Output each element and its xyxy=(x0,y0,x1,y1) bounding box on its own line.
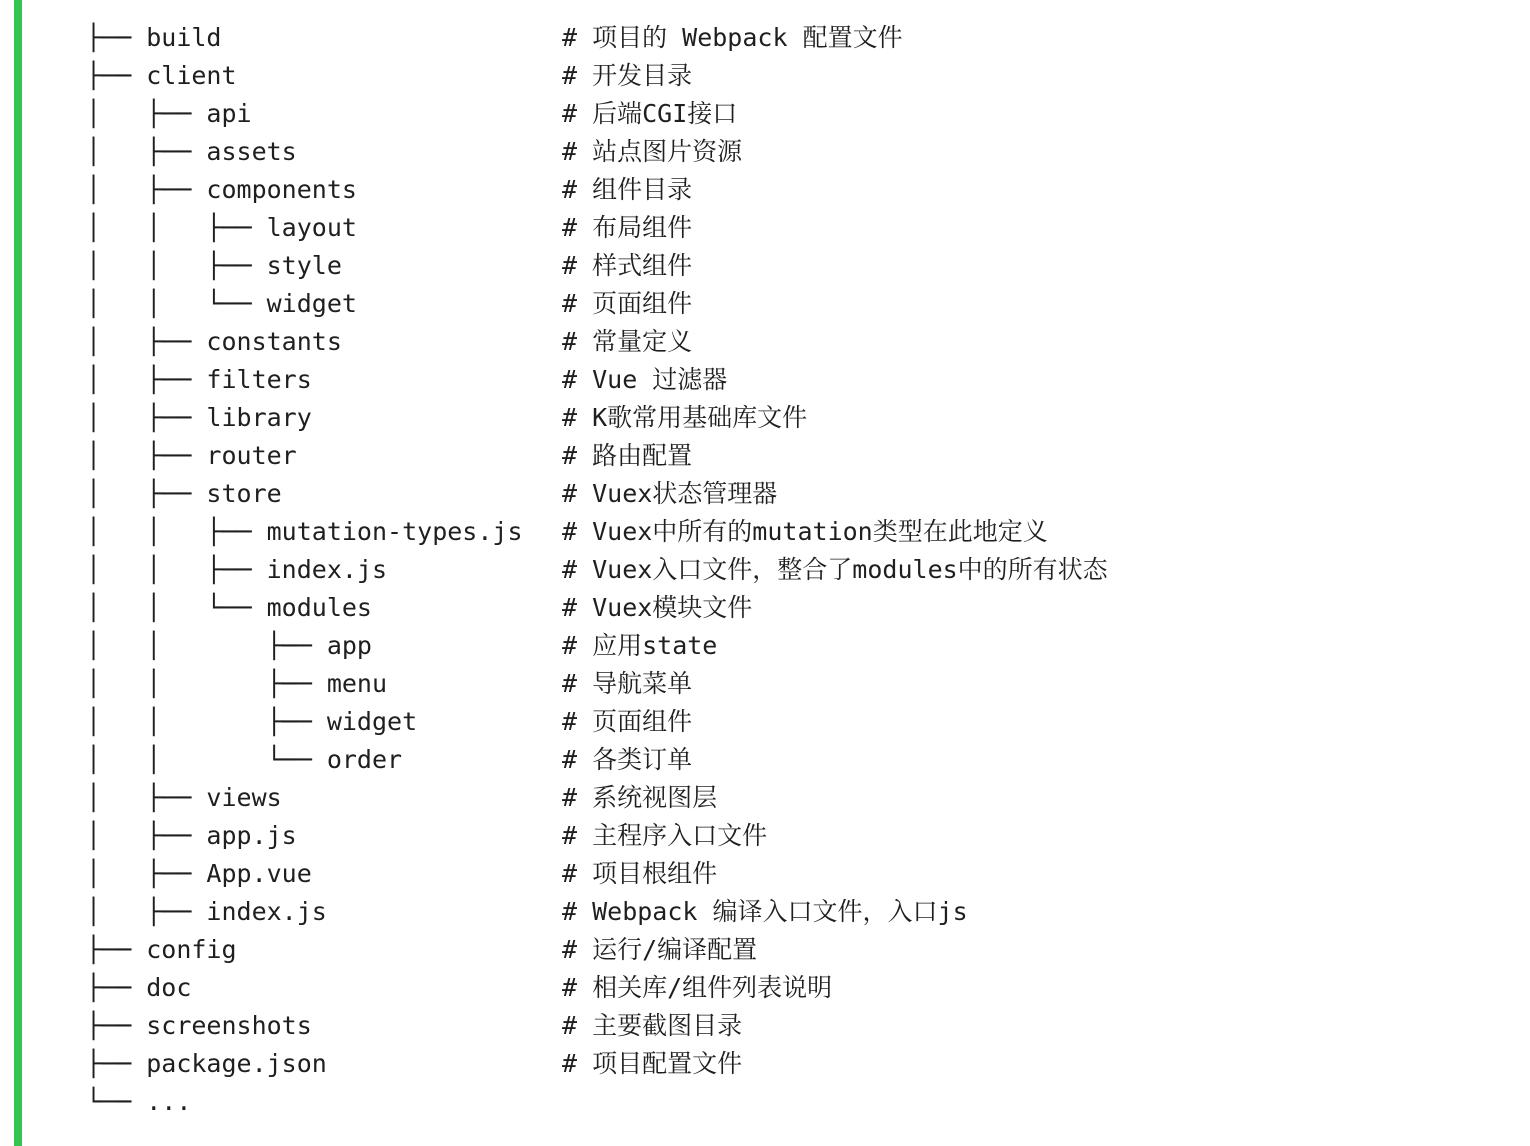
tree-entry-comment: # Vuex模块文件 xyxy=(562,593,753,622)
tree-row xyxy=(86,589,1506,627)
tree-row xyxy=(86,931,1506,969)
tree-branch-lines: ├── xyxy=(86,1011,147,1040)
tree-entry xyxy=(86,779,282,817)
tree-entry xyxy=(86,551,387,589)
tree-branch-lines: │ │ ├── xyxy=(86,707,327,736)
tree-entry xyxy=(86,627,372,665)
tree-row xyxy=(86,1045,1506,1083)
tree-row xyxy=(86,1007,1506,1045)
tree-entry-comment: # 主要截图目录 xyxy=(562,1011,743,1040)
tree-entry-comment: # Vue 过滤器 xyxy=(562,365,728,394)
tree-entry-comment: # 项目配置文件 xyxy=(562,1049,743,1078)
tree-branch-lines: │ ├── xyxy=(86,99,207,128)
tree-entry-name: config xyxy=(146,935,237,964)
tree-branch-lines: ├── xyxy=(86,1049,147,1078)
tree-entry-comment: # 导航菜单 xyxy=(562,669,693,698)
tree-branch-lines: │ ├── xyxy=(86,327,207,356)
tree-entry xyxy=(86,323,342,361)
tree-row xyxy=(86,627,1506,665)
tree-entry xyxy=(86,741,402,779)
tree-row xyxy=(86,513,1506,551)
tree-entry-name: router xyxy=(206,441,297,470)
tree-branch-lines: │ │ ├── xyxy=(86,213,267,242)
tree-entry xyxy=(86,247,342,285)
tree-entry-name: widget xyxy=(326,707,418,736)
tree-entry-comment: # 样式组件 xyxy=(562,251,693,280)
tree-entry-name: api xyxy=(206,99,252,128)
tree-entry-name: menu xyxy=(326,669,388,698)
tree-row xyxy=(86,171,1506,209)
tree-row xyxy=(86,323,1506,361)
tree-branch-lines: ├── xyxy=(86,23,147,52)
tree-branch-lines: │ ├── xyxy=(86,175,207,204)
tree-entry-name: index.js xyxy=(206,897,327,926)
tree-entry xyxy=(86,285,357,323)
tree-entry-comment: # 应用state xyxy=(562,631,718,660)
tree-entry-name: views xyxy=(206,783,282,812)
tree-entry xyxy=(86,1083,191,1121)
tree-entry-name: build xyxy=(146,23,222,52)
tree-entry-name: client xyxy=(146,61,237,90)
tree-entry-comment: # 相关库/组件列表说明 xyxy=(562,973,833,1002)
tree-entry-name: app xyxy=(326,631,372,660)
tree-branch-lines: ├── xyxy=(86,61,147,90)
tree-branch-lines: │ │ ├── xyxy=(86,251,267,280)
tree-entry-name: components xyxy=(206,175,357,204)
directory-tree xyxy=(86,19,1506,1121)
tree-branch-lines: │ ├── xyxy=(86,783,207,812)
tree-row xyxy=(86,285,1506,323)
tree-entry-comment: # Vuex入口文件，整合了modules中的所有状态 xyxy=(562,555,1108,584)
tree-entry xyxy=(86,209,357,247)
tree-branch-lines: │ │ ├── xyxy=(86,669,327,698)
tree-entry xyxy=(86,817,297,855)
tree-entry-comment: # 各类订单 xyxy=(562,745,693,774)
tree-row xyxy=(86,247,1506,285)
tree-entry-name: order xyxy=(326,745,403,774)
tree-entry xyxy=(86,475,282,513)
tree-branch-lines: │ ├── xyxy=(86,897,207,926)
tree-entry xyxy=(86,969,191,1007)
tree-entry-comment: # 项目的 Webpack 配置文件 xyxy=(562,23,903,52)
tree-entry-name: App.vue xyxy=(206,859,312,888)
tree-entry xyxy=(86,133,297,171)
tree-entry xyxy=(86,437,297,475)
tree-entry-comment: # 站点图片资源 xyxy=(562,137,743,166)
tree-row xyxy=(86,969,1506,1007)
tree-entry-name: style xyxy=(266,251,342,280)
tree-entry xyxy=(86,665,387,703)
tree-row xyxy=(86,703,1506,741)
tree-entry-comment: # 后端CGI接口 xyxy=(562,99,738,128)
tree-row xyxy=(86,399,1506,437)
tree-entry xyxy=(86,399,312,437)
tree-branch-lines: │ ├── xyxy=(86,859,207,888)
tree-entry-name: constants xyxy=(206,327,342,356)
tree-entry-comment: # 组件目录 xyxy=(562,175,693,204)
tree-entry-name: modules xyxy=(266,593,372,622)
tree-branch-lines: ├── xyxy=(86,973,147,1002)
tree-branch-lines: └── xyxy=(86,1087,147,1116)
tree-entry-name: store xyxy=(206,479,282,508)
tree-entry xyxy=(86,703,417,741)
tree-branch-lines: │ │ └── xyxy=(86,289,267,318)
tree-branch-lines: │ │ ├── xyxy=(86,517,267,546)
tree-branch-lines: │ ├── xyxy=(86,479,207,508)
tree-row xyxy=(86,361,1506,399)
tree-branch-lines: │ ├── xyxy=(86,365,207,394)
tree-entry-name: mutation-types.js xyxy=(266,517,523,546)
tree-branch-lines: ├── xyxy=(86,935,147,964)
tree-entry xyxy=(86,513,523,551)
tree-entry-comment: # K歌常用基础库文件 xyxy=(562,403,808,432)
tree-entry-name: ... xyxy=(146,1087,192,1116)
tree-entry-name: layout xyxy=(266,213,357,242)
tree-entry-comment: # 路由配置 xyxy=(562,441,693,470)
tree-entry-comment: # 布局组件 xyxy=(562,213,693,242)
tree-entry xyxy=(86,57,237,95)
tree-entry-name: package.json xyxy=(146,1049,327,1078)
tree-row xyxy=(86,57,1506,95)
tree-branch-lines: │ │ ├── xyxy=(86,631,327,660)
tree-entry-comment: # 运行/编译配置 xyxy=(562,935,758,964)
tree-entry-name: assets xyxy=(206,137,297,166)
tree-entry-comment: # 系统视图层 xyxy=(562,783,718,812)
tree-entry-comment: # 项目根组件 xyxy=(562,859,718,888)
tree-entry xyxy=(86,19,221,57)
tree-entry xyxy=(86,893,327,931)
tree-entry-name: doc xyxy=(146,973,192,1002)
tree-entry-name: app.js xyxy=(206,821,297,850)
tree-entry-comment: # 常量定义 xyxy=(562,327,693,356)
tree-row xyxy=(86,779,1506,817)
tree-row xyxy=(86,209,1506,247)
blockquote-accent-bar xyxy=(14,0,22,1146)
tree-entry-comment: # Vuex中所有的mutation类型在此地定义 xyxy=(562,517,1048,546)
tree-row xyxy=(86,855,1506,893)
tree-entry xyxy=(86,855,312,893)
tree-entry xyxy=(86,1045,327,1083)
tree-entry xyxy=(86,171,357,209)
tree-entry-name: index.js xyxy=(266,555,388,584)
tree-branch-lines: │ │ └── xyxy=(86,745,327,774)
tree-branch-lines: │ ├── xyxy=(86,403,207,432)
tree-row xyxy=(86,133,1506,171)
tree-entry-name: library xyxy=(206,403,312,432)
tree-entry xyxy=(86,589,372,627)
tree-row xyxy=(86,1083,1506,1121)
tree-row xyxy=(86,665,1506,703)
tree-entry-name: widget xyxy=(266,289,357,318)
tree-entry xyxy=(86,361,312,399)
tree-entry xyxy=(86,95,252,133)
tree-row xyxy=(86,437,1506,475)
tree-entry-comment: # Vuex状态管理器 xyxy=(562,479,778,508)
tree-entry-name: filters xyxy=(206,365,312,394)
tree-branch-lines: │ │ ├── xyxy=(86,555,267,584)
tree-entry-comment: # 主程序入口文件 xyxy=(562,821,768,850)
tree-entry-comment: # 页面组件 xyxy=(562,289,693,318)
tree-row xyxy=(86,817,1506,855)
tree-entry-comment: # Webpack 编译入口文件，入口js xyxy=(562,897,968,926)
tree-row xyxy=(86,741,1506,779)
tree-entry-comment: # 开发目录 xyxy=(562,61,693,90)
tree-row xyxy=(86,19,1506,57)
tree-row xyxy=(86,893,1506,931)
tree-branch-lines: │ ├── xyxy=(86,137,207,166)
tree-entry xyxy=(86,1007,312,1045)
tree-branch-lines: │ ├── xyxy=(86,821,207,850)
tree-branch-lines: │ ├── xyxy=(86,441,207,470)
tree-entry-comment: # 页面组件 xyxy=(562,707,693,736)
tree-row xyxy=(86,95,1506,133)
tree-row xyxy=(86,475,1506,513)
tree-entry-name: screenshots xyxy=(146,1011,312,1040)
tree-entry xyxy=(86,931,237,969)
tree-branch-lines: │ │ └── xyxy=(86,593,267,622)
tree-row xyxy=(86,551,1506,589)
